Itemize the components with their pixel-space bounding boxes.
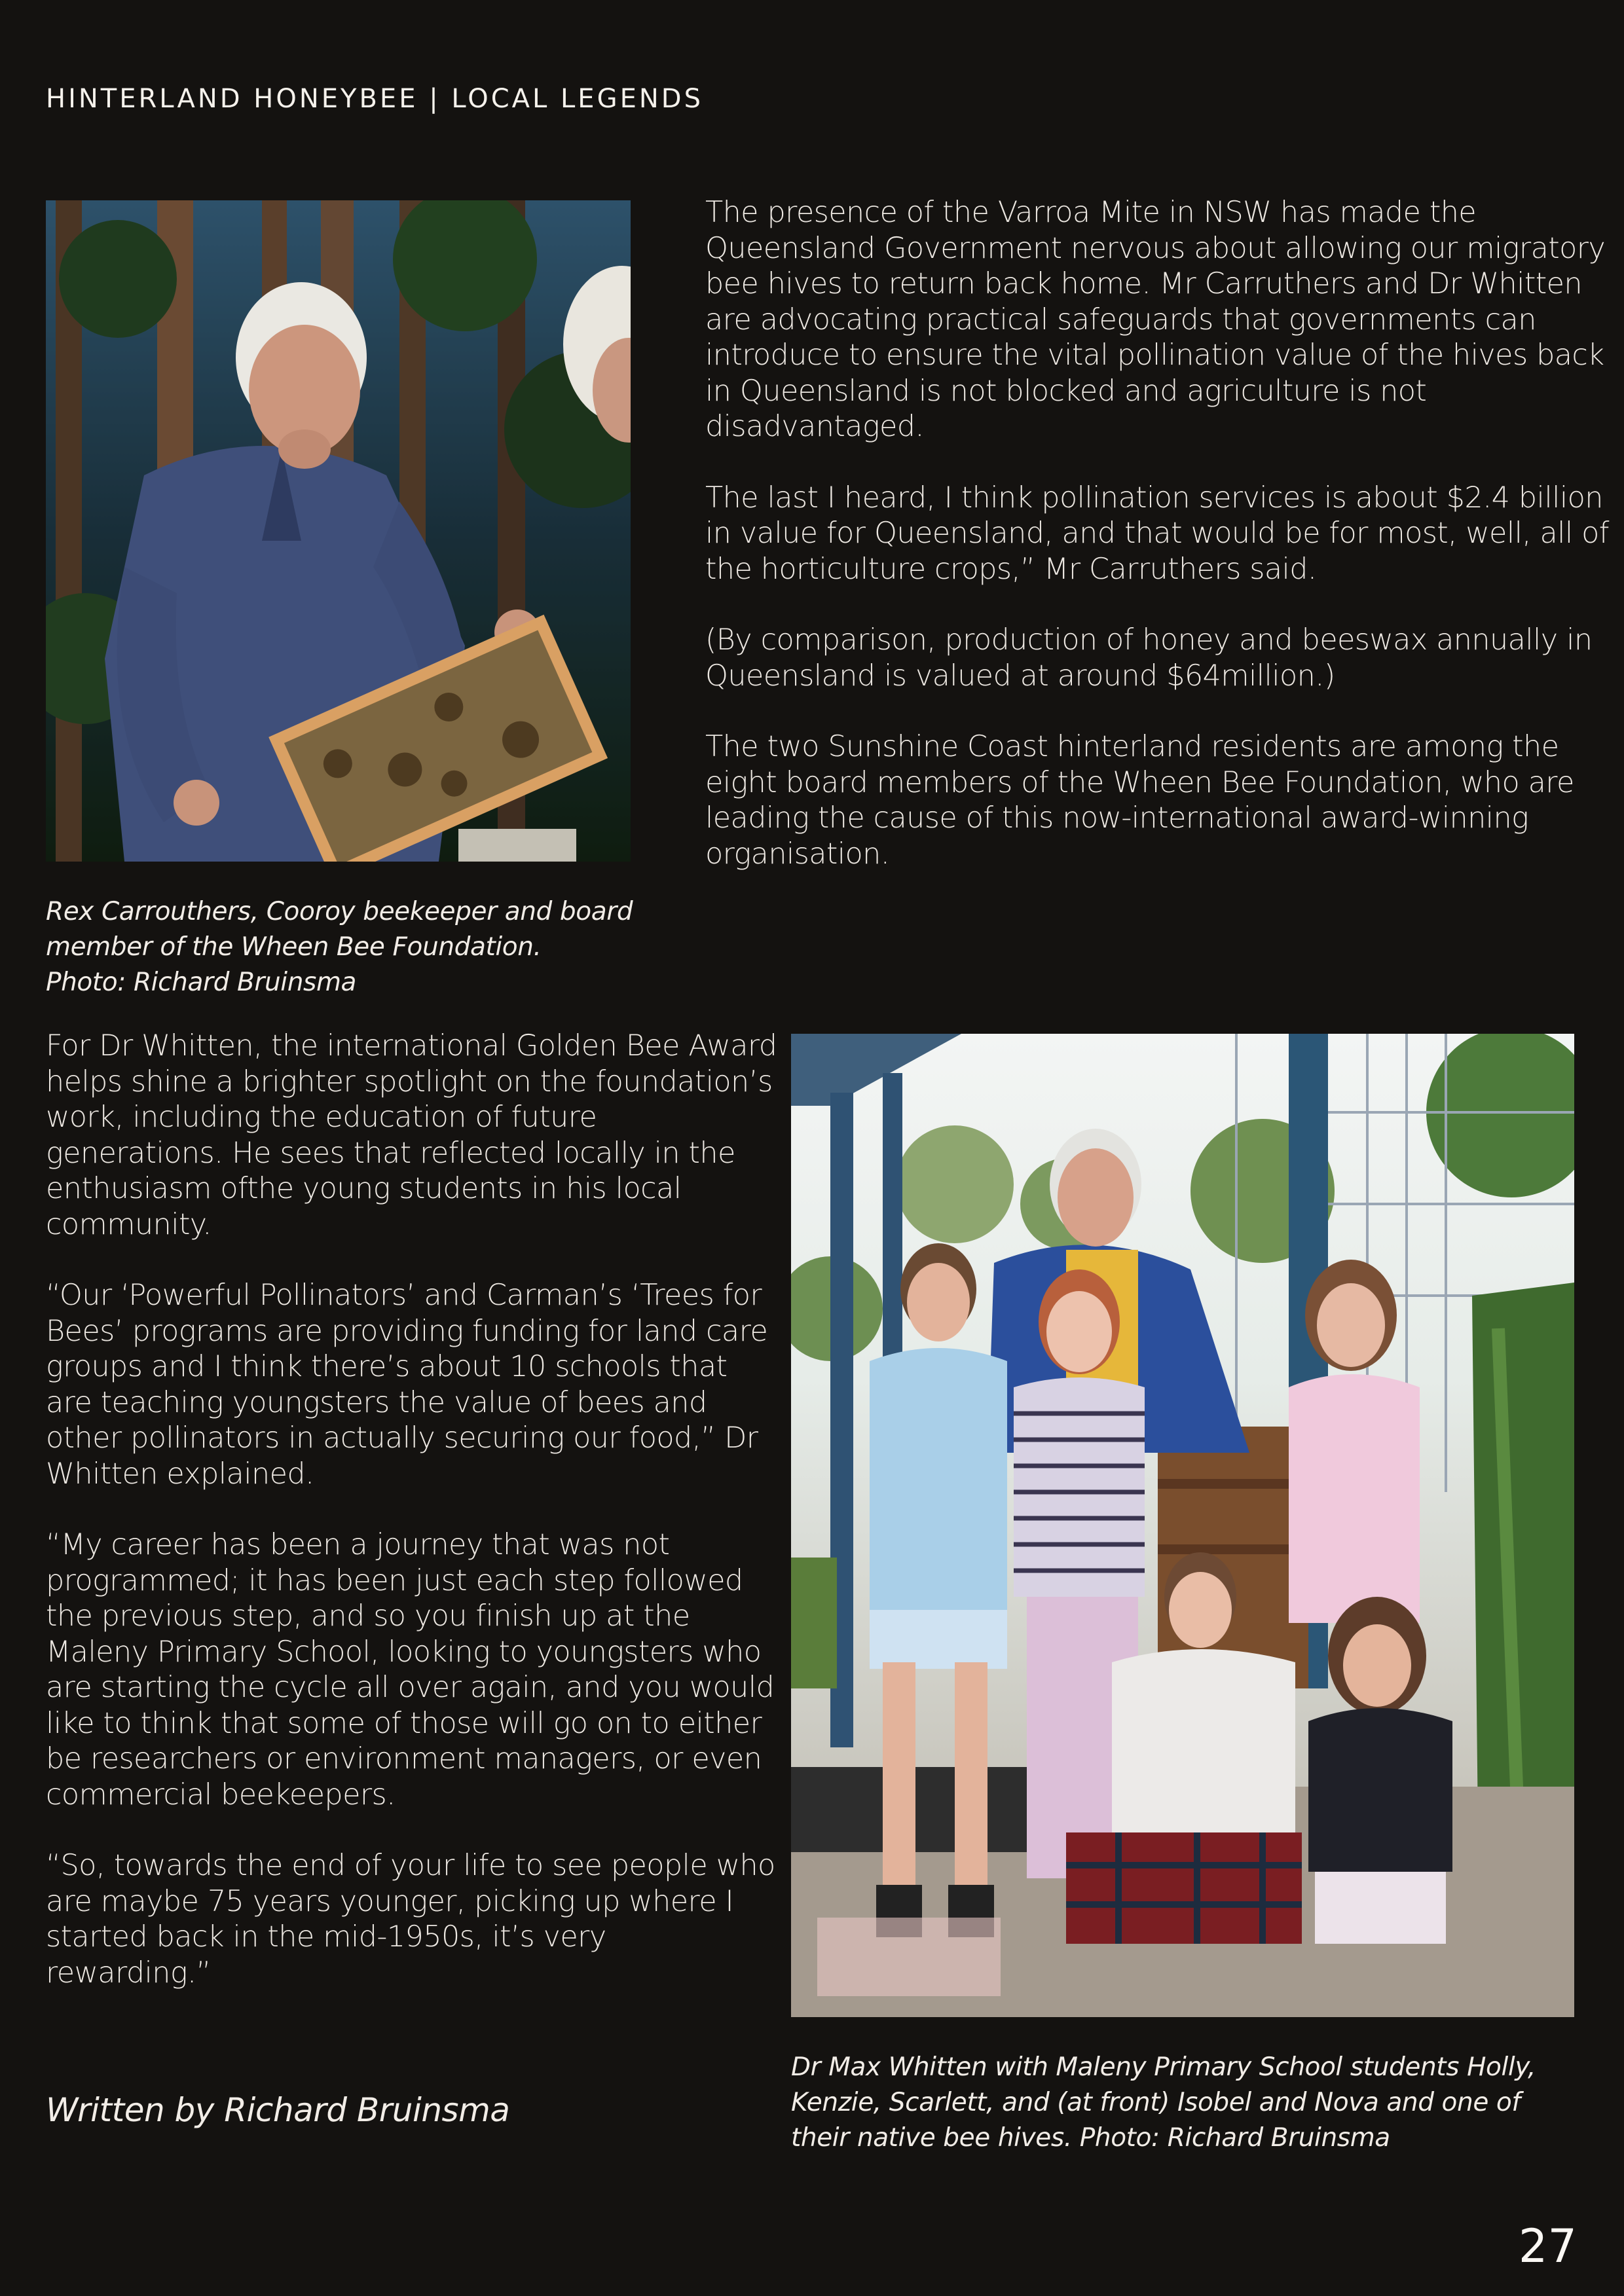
page-number: 27 xyxy=(1518,2219,1577,2273)
left-column-text xyxy=(46,1029,779,2026)
students-photo-caption xyxy=(791,2050,1583,2156)
right-paragraph: The two Sunshine Coast hinterland residents are among the eight board members of the Wheen Bee Foundation, who are leading the cause of this now-international award-winning organisation. xyxy=(705,730,1574,871)
beekeeper-photo xyxy=(46,200,631,862)
left-paragraph: “So, towards the end of your life to see people who are maybe 75 years younger, picking up where I started back in the mid-1950s, it’s very rewarding.” xyxy=(46,1849,775,1990)
right-paragraph: The last I heard, I think pollination services is about $2.4 billion in value for Queensland, and that would be for most, well, all of the horticulture crops,” Mr Carruthers said. xyxy=(705,481,1609,586)
beekeeper-photo-caption xyxy=(46,894,701,1000)
caption-line: Kenzie, Scarlett, and (at front) Isobel and Nova and one of xyxy=(791,2088,1521,2117)
right-paragraph: (By comparison, production of honey and beeswax annually in Queensland is valued at around $64million.) xyxy=(705,623,1593,693)
left-paragraph: “Our ‘Powerful Pollinators’ and Carman’s ‘Trees for Bees’ programs are providing funding for land care groups and I think there’s about 10 schools that are teaching youngsters the value of bees and other pollinators in actually securing our food,” Dr Whitten explained. xyxy=(46,1279,768,1491)
page-header: HINTERLAND HONEYBEE | LOCAL LEGENDS xyxy=(46,84,703,114)
right-paragraph: The presence of the Varroa Mite in NSW has made the Queensland Government nervous about allowing our migratory bee hives to return back home. Mr Carruthers and Dr Whitten are advocating practical safeguards that governments can introduce to ensure the vital pollination value of the hives back in Queensland is not blocked and agriculture is not disadvantaged. xyxy=(705,196,1606,443)
caption-line: member of the Wheen Bee Foundation. xyxy=(46,932,542,962)
right-column-text xyxy=(705,195,1615,907)
caption-line: their native bee hives. Photo: Richard Bruinsma xyxy=(791,2123,1390,2153)
left-paragraph: For Dr Whitten, the international Golden Bee Award helps shine a brighter spotlight on the foundation’s work, including the education of future generations. He sees that reflected locally in the enthusiasm ofthe young students in his local community. xyxy=(46,1029,777,1241)
caption-line: Dr Max Whitten with Maleny Primary School students Holly, xyxy=(791,2052,1536,2082)
students-photo xyxy=(791,1034,1574,2017)
author-byline: Written by Richard Bruinsma xyxy=(46,2091,510,2129)
left-paragraph: “My career has been a journey that was not programmed; it has been just each step followed the previous step, and so you finish up at the Maleny Primary School, looking to youngsters who are starting the cycle all over again, and you would like to think that some of those will go on to either be researchers or environment managers, or even commercial beekeepers. xyxy=(46,1528,775,1812)
caption-line: Photo: Richard Bruinsma xyxy=(46,968,357,997)
caption-line: Rex Carrouthers, Cooroy beekeeper and board xyxy=(46,897,633,926)
